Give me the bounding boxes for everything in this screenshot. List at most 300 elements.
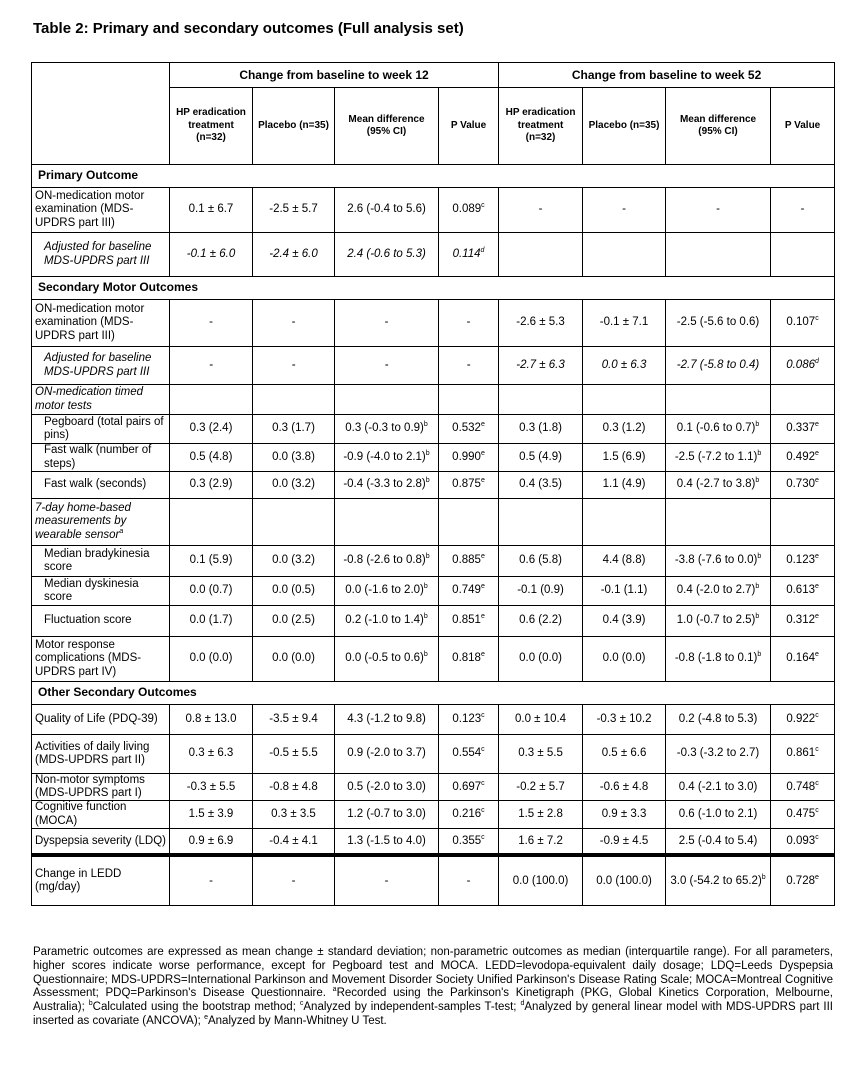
cell-value: 0.0 (100.0) [596,874,652,887]
cell-hp-12 [170,233,253,277]
cell-value: 0.875 [452,478,481,491]
table-title: Table 2: Primary and secondary outcomes (Full analysis set) [33,20,464,37]
cell-value: 0.749 [452,584,481,597]
cell-mean-12 [335,828,439,855]
cell-hp-52 [499,233,583,277]
table-row [32,233,835,277]
cell-value: 0.0 (0.7) [189,584,233,597]
cell-placebo-52 [583,472,666,499]
cell-hp-12 [170,188,253,233]
cell-value: 1.5 ± 3.9 [188,808,234,821]
cell-p-12 [439,577,499,606]
footnote-marker: b [423,583,428,591]
section-row [32,682,835,705]
cell-p-52 [771,188,835,233]
footnote-marker: e [204,1014,208,1022]
row-label-text: Pegboard (total pairs of pins) [44,415,164,441]
cell-mean-52 [666,735,771,774]
footnote-marker: e [814,421,819,429]
footnote-marker: e [814,450,819,458]
cell-p-12 [439,606,499,637]
cell-value: 0.730 [786,478,815,491]
cell-value: -3.8 (-7.6 to 0.0) [674,554,758,567]
row-label [32,499,170,546]
cell-p-52 [771,415,835,444]
cell-value: -2.5 (-7.2 to 1.1) [674,450,758,463]
cell-p-52 [771,735,835,774]
row-label [32,347,170,385]
cell-value: -0.8 (-1.8 to 0.1) [674,652,758,665]
col-header-placebo-52: Placebo (n=35) [583,88,666,165]
cell-value: - [466,316,471,329]
cell-value: 3.0 (-54.2 to 65.2) [670,874,762,887]
cell-value: -0.8 (-2.6 to 0.8) [343,554,426,567]
cell-placebo-12 [253,705,335,735]
cell-hp-12 [170,415,253,444]
table-row [32,828,835,855]
cell-hp-52 [499,499,583,546]
cell-p-12 [439,444,499,472]
cell-mean-12 [335,855,439,905]
cell-value: 0.4 (3.5) [519,478,562,491]
cell-value: -0.1 (0.9) [517,584,564,597]
cell-p-12 [439,705,499,735]
cell-value: - [466,358,471,371]
footnote-marker: c [481,807,485,815]
cell-value: -0.1 ± 7.1 [599,316,649,329]
cell-p-52 [771,774,835,801]
cell-value: - [209,316,213,329]
cell-value: -3.5 ± 9.4 [269,712,318,725]
cell-value: 0.818 [452,652,481,665]
cell-value: - [538,203,543,216]
cell-value: - [384,358,389,371]
cell-value: 0.1 (5.9) [189,554,233,567]
footnote-marker: b [757,553,762,561]
row-label-text: Adjusted for baseline MDS-UPDRS part III [44,352,152,378]
row-label [32,606,170,637]
cell-mean-12 [335,705,439,735]
cell-value: 0.2 (-1.0 to 1.4) [345,614,424,627]
cell-value: 2.4 (-0.6 to 5.3) [347,247,426,260]
group-header-week52: Change from baseline to week 52 [499,63,835,88]
cell-placebo-12 [253,444,335,472]
table-row [32,444,835,472]
cell-value: 0.164 [786,652,815,665]
cell-value: 1.5 (6.9) [602,450,646,463]
cell-value: 1.2 (-0.7 to 3.0) [347,808,426,821]
cell-hp-52 [499,801,583,828]
cell-p-12 [439,300,499,347]
cell-mean-12 [335,472,439,499]
cell-p-12 [439,499,499,546]
cell-hp-12 [170,385,253,415]
cell-mean-12 [335,188,439,233]
cell-value: 0.885 [452,554,481,567]
cell-value: 0.0 (0.5) [272,584,315,597]
table-row [32,855,835,905]
cell-hp-52 [499,546,583,577]
cell-mean-12 [335,415,439,444]
footnote-marker: e [480,421,485,429]
col-header-mean-52: Mean difference (95% CI) [666,88,771,165]
cell-value: -2.6 ± 5.3 [516,316,565,329]
cell-value: -0.6 ± 4.8 [599,780,649,793]
footnote-marker: d [520,1000,525,1008]
cell-placebo-12 [253,735,335,774]
row-label-text: Quality of Life (PDQ-39) [35,712,158,725]
cell-p-12 [439,385,499,415]
footnote-marker: c [815,779,819,787]
cell-value: 0.086 [786,358,815,371]
footnote-marker: e [480,613,485,621]
cell-hp-52 [499,735,583,774]
cell-value: 0.0 (3.2) [272,478,315,491]
cell-hp-12 [170,637,253,682]
row-label-text: Fast walk (number of steps) [44,444,152,470]
table-row [32,606,835,637]
cell-value: 0.5 (4.8) [189,450,233,463]
row-label [32,188,170,233]
cell-placebo-12 [253,300,335,347]
cell-placebo-12 [253,801,335,828]
outcomes-table [31,62,835,906]
row-label-text: 7-day home-based measurements by wearable sensor [35,502,131,541]
footnote-text: Analyzed by independent-samples T-test; [303,1001,521,1014]
cell-value: 0.3 (1.2) [602,422,646,435]
cell-value: 0.1 (-0.6 to 0.7) [676,422,756,435]
cell-value: 1.1 (4.9) [602,478,646,491]
cell-value: 0.5 (4.9) [519,450,562,463]
cell-value: 0.107 [786,316,816,329]
footnote-marker: a [119,527,124,535]
row-label [32,735,170,774]
cell-hp-12 [170,801,253,828]
row-label [32,444,170,472]
cell-value: 0.0 (100.0) [512,874,569,887]
cell-hp-52 [499,415,583,444]
row-label [32,546,170,577]
cell-value: -2.7 (-5.8 to 0.4) [676,358,760,371]
section-row [32,277,835,300]
footnote-marker: e [814,651,819,659]
cell-mean-52 [666,801,771,828]
cell-p-52 [771,499,835,546]
cell-value: 0.3 (2.4) [189,422,233,435]
cell-mean-52 [666,855,771,905]
row-label-text: Motor response complications (MDS-UPDRS part IV) [35,639,142,678]
table-row [32,546,835,577]
cell-p-52 [771,300,835,347]
cell-placebo-12 [253,855,335,905]
cell-value: - [384,316,389,329]
cell-hp-52 [499,472,583,499]
cell-value: -0.4 (-3.3 to 2.8) [343,478,426,491]
cell-value: 0.922 [786,712,816,725]
cell-hp-52 [499,606,583,637]
cell-value: 0.4 (-2.1 to 3.0) [678,780,758,793]
footnote-marker: b [755,613,760,621]
cell-placebo-12 [253,828,335,855]
cell-value: 0.0 ± 6.3 [601,358,647,371]
cell-hp-12 [170,300,253,347]
cell-placebo-52 [583,233,666,277]
cell-value: 0.6 (5.8) [519,554,562,567]
table-row [32,637,835,682]
cell-value: - [716,203,720,216]
row-label [32,828,170,855]
cell-value: 0.861 [786,747,816,760]
footnote-marker: e [814,553,819,561]
cell-value: 0.5 (-2.0 to 3.0) [347,780,426,793]
cell-hp-12 [170,347,253,385]
footnote-marker: c [815,833,819,841]
footnote-marker: c [481,746,485,754]
footnote-marker: c [815,807,819,815]
footnote-text: Calculated using the bootstrap method; [92,1001,300,1014]
row-label [32,774,170,801]
row-label-text: Cognitive function (MOCA) [35,801,127,827]
row-label [32,855,170,905]
cell-value: 0.3 ± 6.3 [188,747,234,760]
table-row [32,415,835,444]
cell-value: 1.5 ± 2.8 [518,808,563,821]
cell-placebo-52 [583,499,666,546]
cell-p-52 [771,444,835,472]
cell-hp-52 [499,774,583,801]
cell-value: 0.532 [452,422,481,435]
footnote-text: Analyzed by Mann-Whitney U Test. [207,1014,387,1027]
col-header-mean-12: Mean difference (95% CI) [335,88,439,165]
footnote-marker: a [332,986,337,994]
cell-p-52 [771,577,835,606]
cell-placebo-52 [583,828,666,855]
cell-placebo-52 [583,444,666,472]
cell-value: 0.554 [452,747,482,760]
cell-placebo-52 [583,347,666,385]
cell-mean-52 [666,774,771,801]
cell-value: 0.0 (0.0) [272,652,315,665]
cell-mean-12 [335,637,439,682]
cell-hp-12 [170,735,253,774]
cell-p-52 [771,385,835,415]
cell-value: - [291,874,296,887]
cell-placebo-52 [583,637,666,682]
cell-p-12 [439,735,499,774]
footnote-marker: c [299,1000,304,1008]
cell-hp-12 [170,444,253,472]
row-label [32,637,170,682]
table-row [32,801,835,828]
cell-value: -0.1 (1.1) [600,584,648,597]
footnote-marker: b [88,1000,93,1008]
cell-value: 0.475 [786,808,816,821]
cell-hp-52 [499,347,583,385]
cell-mean-52 [666,233,771,277]
section-heading: Secondary Motor Outcomes [32,277,835,300]
footnote-marker: e [814,613,819,621]
footnote-marker: c [481,202,485,210]
footnote-text: Analyzed by general linear model with MDS-UPDRS part III inserted as covariate (ANCOVA); [33,1001,833,1027]
row-label [32,801,170,828]
cell-value: 0.0 ± 10.4 [514,712,567,725]
cell-p-12 [439,828,499,855]
cell-p-12 [439,637,499,682]
row-label-text: Median bradykinesia score [44,547,150,573]
footnote-marker: b [757,450,762,458]
cell-value: 0.1 ± 6.7 [188,203,234,216]
cell-value: 2.5 (-0.4 to 5.4) [678,834,758,847]
row-label [32,415,170,444]
cell-value: 0.216 [452,808,482,821]
table-body [32,165,835,906]
cell-value: 0.851 [452,614,481,627]
cell-mean-52 [666,472,771,499]
cell-hp-12 [170,774,253,801]
cell-p-52 [771,828,835,855]
cell-p-12 [439,347,499,385]
cell-value: - [800,203,805,216]
cell-hp-12 [170,855,253,905]
cell-mean-52 [666,300,771,347]
cell-value: -0.2 ± 5.7 [516,780,565,793]
cell-placebo-52 [583,385,666,415]
cell-value: 0.3 (-0.3 to 0.9) [345,422,424,435]
cell-mean-12 [335,577,439,606]
cell-hp-52 [499,188,583,233]
cell-p-52 [771,801,835,828]
cell-hp-52 [499,300,583,347]
cell-placebo-12 [253,472,335,499]
cell-value: 0.2 (-4.8 to 5.3) [678,712,758,725]
footnote-marker: e [814,583,819,591]
cell-hp-12 [170,828,253,855]
cell-placebo-12 [253,347,335,385]
footnote-marker: c [481,779,485,787]
cell-value: 0.0 (1.7) [189,614,233,627]
cell-placebo-52 [583,774,666,801]
cell-value: 0.9 (-2.0 to 3.7) [347,747,426,760]
cell-value: 0.8 ± 13.0 [185,712,237,725]
cell-value: 0.0 (-1.6 to 2.0) [345,584,424,597]
footnote-marker: b [425,553,430,561]
cell-p-12 [439,546,499,577]
cell-p-12 [439,188,499,233]
cell-hp-12 [170,705,253,735]
row-label [32,233,170,277]
cell-placebo-12 [253,774,335,801]
cell-placebo-52 [583,300,666,347]
cell-placebo-12 [253,188,335,233]
cell-value: 0.0 (3.8) [272,450,315,463]
cell-mean-12 [335,444,439,472]
cell-p-12 [439,415,499,444]
cell-placebo-52 [583,415,666,444]
cell-mean-12 [335,385,439,415]
row-label-text: ON-medication motor examination (MDS-UPDRS part III) [35,303,145,342]
footnote-marker: c [815,746,819,754]
cell-hp-12 [170,577,253,606]
cell-value: 0.0 (0.0) [602,652,646,665]
footnote-marker: b [425,477,430,485]
table-row [32,385,835,415]
col-header-hp-52: HP eradication treatment (n=32) [499,88,583,165]
cell-p-12 [439,233,499,277]
table-row [32,472,835,499]
cell-mean-12 [335,606,439,637]
footnote-marker: e [480,583,485,591]
row-label-text: Non-motor symptoms (MDS-UPDRS part I) [35,774,145,800]
cell-value: 0.123 [452,712,482,725]
row-label-text: Change in LEDD (mg/day) [35,867,122,894]
cell-value: 1.0 (-0.7 to 2.5) [676,614,756,627]
row-label-text: Fluctuation score [44,614,132,627]
cell-value: 0.492 [786,450,815,463]
cell-placebo-52 [583,188,666,233]
cell-value: - [291,316,296,329]
row-label [32,705,170,735]
cell-mean-12 [335,546,439,577]
cell-placebo-12 [253,637,335,682]
col-header-p-52: P Value [771,88,835,165]
footnote-marker: b [755,477,760,485]
footnote-marker: e [814,477,819,485]
cell-hp-12 [170,499,253,546]
cell-mean-52 [666,828,771,855]
cell-hp-52 [499,577,583,606]
cell-value: 0.3 ± 3.5 [271,808,316,821]
footnote-marker: c [815,712,819,720]
cell-mean-52 [666,385,771,415]
cell-value: 0.0 (0.0) [519,652,562,665]
cell-value: 0.3 (2.9) [189,478,233,491]
cell-p-52 [771,347,835,385]
cell-value: 0.613 [786,584,815,597]
cell-placebo-12 [253,415,335,444]
footnote-marker: b [425,450,430,458]
row-label-text: Dyspepsia severity (LDQ) [35,834,167,847]
row-label-text: Fast walk (seconds) [44,478,147,491]
cell-mean-52 [666,637,771,682]
cell-mean-52 [666,577,771,606]
row-label-text: ON-medication motor examination (MDS-UPDRS part III) [35,190,145,229]
cell-value: -0.8 ± 4.8 [269,780,318,793]
cell-value: 0.748 [786,780,816,793]
footnote-marker: d [480,247,485,255]
cell-p-12 [439,801,499,828]
cell-placebo-12 [253,499,335,546]
table-row [32,774,835,801]
cell-mean-52 [666,606,771,637]
cell-value: -0.4 ± 4.1 [269,834,318,847]
cell-p-52 [771,472,835,499]
cell-value: 0.5 ± 6.6 [601,747,647,760]
cell-value: -0.5 ± 5.5 [269,747,318,760]
row-label [32,385,170,415]
cell-mean-12 [335,233,439,277]
cell-hp-52 [499,444,583,472]
cell-value: 0.6 (2.2) [519,614,562,627]
cell-value: 2.6 (-0.4 to 5.6) [347,203,426,216]
cell-p-12 [439,774,499,801]
cell-value: 1.3 (-1.5 to 4.0) [347,834,426,847]
cell-hp-52 [499,705,583,735]
cell-value: 0.0 (-0.5 to 0.6) [345,652,424,665]
section-heading: Primary Outcome [32,165,835,188]
cell-value: 0.6 (-1.0 to 2.1) [678,808,758,821]
cell-placebo-12 [253,546,335,577]
cell-placebo-52 [583,855,666,905]
